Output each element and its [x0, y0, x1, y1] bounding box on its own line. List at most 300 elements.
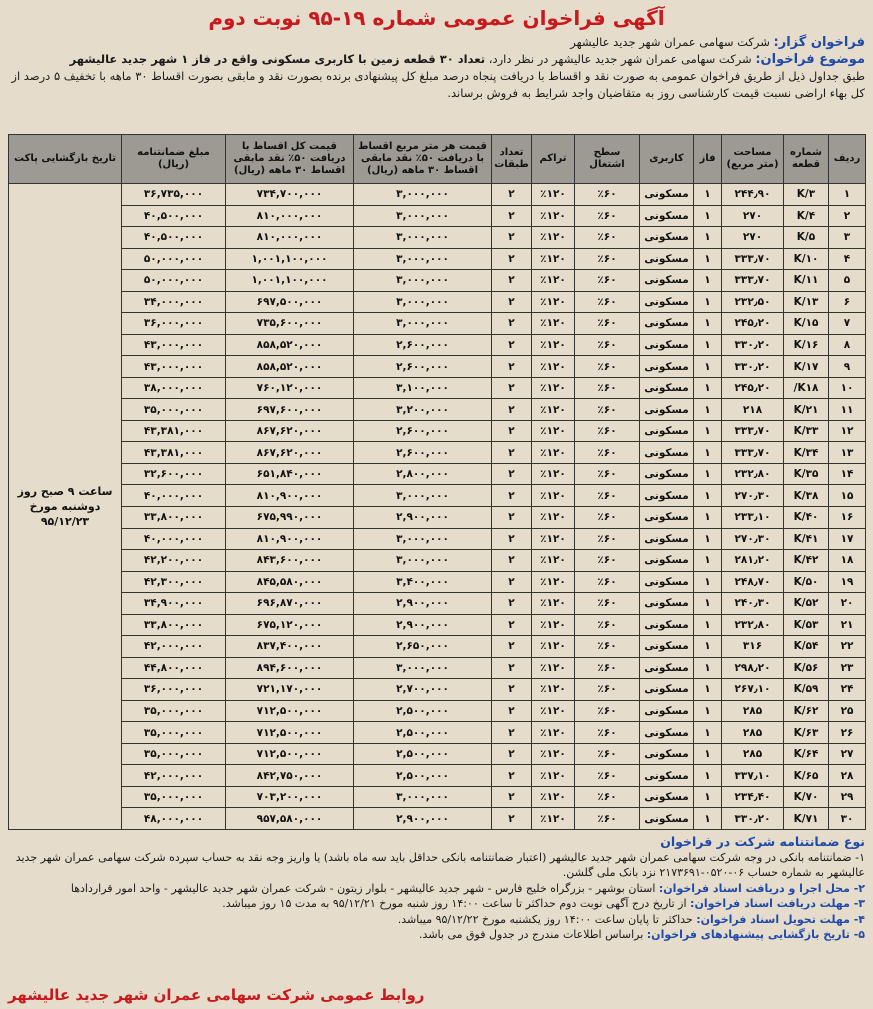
table-cell: ۴۰,۵۰۰,۰۰۰: [122, 205, 226, 227]
table-cell: ٪۶۰: [575, 377, 640, 399]
table-cell: ۲: [492, 786, 532, 808]
table-cell: ۲: [492, 184, 532, 206]
issuer-name: شرکت سهامی عمران شهر جدید عالیشهر: [570, 35, 770, 49]
table-cell: K/۲۱: [784, 399, 829, 421]
table-cell: ۱: [694, 636, 722, 658]
table-cell: ۱,۰۰۱,۱۰۰,۰۰۰: [226, 270, 354, 292]
table-cell: K/۶۴: [784, 743, 829, 765]
table-cell: ۱: [694, 313, 722, 335]
table-cell: ۲: [492, 291, 532, 313]
table-cell: ٪۱۲۰: [532, 636, 575, 658]
table-cell: ۲: [492, 808, 532, 830]
table-cell: ۱۲: [829, 420, 866, 442]
table-cell: ۱: [694, 593, 722, 615]
table-cell: ۱: [694, 399, 722, 421]
table-cell: ۲: [492, 248, 532, 270]
table-cell: مسکونی: [640, 356, 694, 378]
table-cell: ٪۶۰: [575, 786, 640, 808]
table-cell: ۳۳,۸۰۰,۰۰۰: [122, 506, 226, 528]
table-cell: مسکونی: [640, 227, 694, 249]
intro-body: طبق جداول ذیل از طریق فراخوان عمومی به صورت نقد و اقساط با دریافت پنجاه درصد مبلغ کل پیشنهادی برنده بصورت نقد و مابقی بصورت اقساط ۳۰ ماهه با تخفیف ۵ درصد از کل بهاء اراضی نسبت قیمت کارشناسی روز به متقاضیان واجد شرایط به فروش برساند.: [11, 69, 865, 100]
table-cell: ۴۰,۵۰۰,۰۰۰: [122, 227, 226, 249]
table-cell: ۳,۰۰۰,۰۰۰: [354, 657, 492, 679]
table-cell: ٪۶۰: [575, 571, 640, 593]
intro-block: [8, 34, 865, 102]
table-cell: ۲,۵۰۰,۰۰۰: [354, 700, 492, 722]
table-cell: ۷۲۱,۱۷۰,۰۰۰: [226, 679, 354, 701]
table-cell: ٪۶۰: [575, 205, 640, 227]
table-cell: ٪۶۰: [575, 485, 640, 507]
table-cell: ۳,۰۰۰,۰۰۰: [354, 227, 492, 249]
table-cell: مسکونی: [640, 399, 694, 421]
table-cell: ۲۴۰٫۳۰: [722, 593, 784, 615]
table-cell: ۲: [492, 593, 532, 615]
table-row: [9, 765, 866, 787]
table-cell: ۳۵,۰۰۰,۰۰۰: [122, 743, 226, 765]
table-cell: ٪۶۰: [575, 184, 640, 206]
table-row: [9, 506, 866, 528]
table-cell: ۲: [492, 270, 532, 292]
table-cell: ٪۱۲۰: [532, 679, 575, 701]
table-cell: ٪۱۲۰: [532, 205, 575, 227]
table-cell: ۲۵: [829, 700, 866, 722]
table-cell: K/۳۳: [784, 420, 829, 442]
table-cell: K/۶۵: [784, 765, 829, 787]
table-cell: ۲: [492, 420, 532, 442]
table-cell: K/۵۰: [784, 571, 829, 593]
table-cell: ۳۳۰٫۲۰: [722, 334, 784, 356]
table-cell: ٪۶۰: [575, 291, 640, 313]
table-cell: K/۴۰: [784, 506, 829, 528]
table-cell: ٪۱۲۰: [532, 765, 575, 787]
table-cell: ۲۳۲٫۸۰: [722, 614, 784, 636]
table-cell: ۱۶: [829, 506, 866, 528]
table-cell: ۳۳۳٫۷۰: [722, 442, 784, 464]
table-cell: K/۵۳: [784, 614, 829, 636]
subject-line: [8, 51, 865, 68]
table-cell: ۵۰,۰۰۰,۰۰۰: [122, 270, 226, 292]
table-cell: ۲۱۸: [722, 399, 784, 421]
table-cell: K/۶۳: [784, 722, 829, 744]
table-cell: ۱: [694, 184, 722, 206]
column-header: کاربری: [640, 135, 694, 184]
table-cell: ۳۰: [829, 808, 866, 830]
table-cell: ۳۶,۰۰۰,۰۰۰: [122, 313, 226, 335]
table-row: [9, 743, 866, 765]
table-row: [9, 248, 866, 270]
table-cell: ۲۴۴٫۹۰: [722, 184, 784, 206]
table-cell: ۲: [492, 722, 532, 744]
table-row: [9, 657, 866, 679]
table-cell: K/۵۲: [784, 593, 829, 615]
table-cell: ۲۷۰: [722, 205, 784, 227]
table-cell: مسکونی: [640, 291, 694, 313]
table-cell: ۶: [829, 291, 866, 313]
table-cell: ٪۱۲۰: [532, 184, 575, 206]
table-cell: ۱: [694, 614, 722, 636]
table-cell: ۱: [694, 248, 722, 270]
table-cell: ۱: [829, 184, 866, 206]
table-cell: ٪۶۰: [575, 356, 640, 378]
table-cell: ۴۰,۰۰۰,۰۰۰: [122, 485, 226, 507]
table-cell: ۴: [829, 248, 866, 270]
terms-item-2-label: ۲- محل اجرا و دریافت اسناد فراخوان:: [658, 881, 865, 895]
table-cell: ۲,۸۰۰,۰۰۰: [354, 463, 492, 485]
table-cell: ۲۸۵: [722, 700, 784, 722]
table-cell: K/۵۶: [784, 657, 829, 679]
table-cell: ۸۶۷,۶۲۰,۰۰۰: [226, 442, 354, 464]
table-cell: ۱: [694, 420, 722, 442]
table-cell: ۲: [492, 399, 532, 421]
table-cell: ۱۹: [829, 571, 866, 593]
table-cell: ۲۹۸٫۲۰: [722, 657, 784, 679]
table-cell: K/۱۶: [784, 334, 829, 356]
table-cell: ۳,۰۰۰,۰۰۰: [354, 313, 492, 335]
table-cell: ٪۶۰: [575, 679, 640, 701]
table-cell: ۳۳۳٫۷۰: [722, 248, 784, 270]
table-cell: ٪۶۰: [575, 270, 640, 292]
table-cell: ۳,۰۰۰,۰۰۰: [354, 291, 492, 313]
column-header: مساحت (متر مربع): [722, 135, 784, 184]
table-cell: ۸۴۲,۷۵۰,۰۰۰: [226, 765, 354, 787]
table-cell: ۲۰: [829, 593, 866, 615]
table-row: [9, 571, 866, 593]
terms-block: [8, 834, 865, 943]
table-cell: مسکونی: [640, 743, 694, 765]
table-cell: مسکونی: [640, 765, 694, 787]
table-cell: ۱: [694, 571, 722, 593]
table-cell: ۳۶,۷۳۵,۰۰۰: [122, 184, 226, 206]
table-cell: ٪۶۰: [575, 506, 640, 528]
table-cell: ۴۳,۰۰۰,۰۰۰: [122, 334, 226, 356]
table-cell: مسکونی: [640, 614, 694, 636]
table-cell: K/۵۹: [784, 679, 829, 701]
table-cell: ۱: [694, 377, 722, 399]
table-cell: ۲۷۰٫۳۰: [722, 485, 784, 507]
opening-date-cell: ساعت ۹ صبح روز دوشنبه مورخ ۹۵/۱۲/۲۳: [9, 184, 122, 830]
table-cell: ٪۱۲۰: [532, 657, 575, 679]
table-cell: ۱: [694, 291, 722, 313]
column-header: شماره قطعه: [784, 135, 829, 184]
terms-item-4-text: حداکثر تا پایان ساعت ۱۴:۰۰ روز یکشنبه مورخ ۹۵/۱۲/۲۲ میباشد.: [397, 912, 693, 926]
table-cell: ۲,۹۰۰,۰۰۰: [354, 614, 492, 636]
table-cell: K/۷۱: [784, 808, 829, 830]
table-cell: ۴۳,۳۸۱,۰۰۰: [122, 420, 226, 442]
terms-item-4-label: ۴- مهلت تحویل اسناد فراخوان:: [696, 912, 865, 926]
table-cell: ۸۱۰,۰۰۰,۰۰۰: [226, 227, 354, 249]
table-cell: ٪۱۲۰: [532, 593, 575, 615]
table-cell: مسکونی: [640, 786, 694, 808]
table-cell: ۳۸,۰۰۰,۰۰۰: [122, 377, 226, 399]
table-cell: ٪۱۲۰: [532, 313, 575, 335]
subject-bold: تعداد ۳۰ قطعه زمین با کاربری مسکونی واقع در فاز ۱ شهر جدید عالیشهر: [69, 52, 486, 66]
table-cell: K/۱۷: [784, 356, 829, 378]
table-cell: ۲: [492, 506, 532, 528]
table-cell: ۵: [829, 270, 866, 292]
table-cell: مسکونی: [640, 700, 694, 722]
table-cell: ٪۶۰: [575, 614, 640, 636]
table-cell: ٪۱۲۰: [532, 377, 575, 399]
table-cell: ۲۱: [829, 614, 866, 636]
table-cell: K/۷۰: [784, 786, 829, 808]
table-row: [9, 205, 866, 227]
table-cell: K/۱۱: [784, 270, 829, 292]
table-cell: ۴۴,۸۰۰,۰۰۰: [122, 657, 226, 679]
table-cell: ٪۶۰: [575, 399, 640, 421]
table-cell: ۱: [694, 722, 722, 744]
table-cell: ٪۶۰: [575, 334, 640, 356]
table-cell: ۲۷۰٫۳۰: [722, 528, 784, 550]
table-cell: ٪۶۰: [575, 528, 640, 550]
table-cell: ۲: [492, 743, 532, 765]
table-cell: ۲۷: [829, 743, 866, 765]
table-cell: ٪۶۰: [575, 765, 640, 787]
table-cell: ۳,۰۰۰,۰۰۰: [354, 270, 492, 292]
table-cell: ٪۶۰: [575, 227, 640, 249]
table-row: [9, 334, 866, 356]
table-row: [9, 377, 866, 399]
table-cell: ۳۵,۰۰۰,۰۰۰: [122, 722, 226, 744]
table-row: [9, 679, 866, 701]
column-header: فاز: [694, 135, 722, 184]
table-cell: ۱: [694, 786, 722, 808]
table-cell: مسکونی: [640, 722, 694, 744]
table-cell: ۱۴: [829, 463, 866, 485]
table-cell: ۱: [694, 657, 722, 679]
table-row: [9, 463, 866, 485]
table-cell: ٪۱۲۰: [532, 722, 575, 744]
table-cell: ٪۶۰: [575, 442, 640, 464]
table-cell: ۲۹: [829, 786, 866, 808]
subject-text: شرکت سهامی عمران شهر جدید عالیشهر در نظر دارد،: [485, 52, 752, 66]
table-cell: ٪۶۰: [575, 722, 640, 744]
table-cell: ۱۷: [829, 528, 866, 550]
terms-item-3-text: از تاریخ درج آگهی نوبت دوم حداکثر تا ساعت ۱۴:۰۰ روز شنبه مورخ ۹۵/۱۲/۲۱ به مدت ۱۵ روز میباشد.: [222, 897, 687, 910]
table-cell: ۱: [694, 334, 722, 356]
table-cell: ۳,۰۰۰,۰۰۰: [354, 550, 492, 572]
table-cell: مسکونی: [640, 420, 694, 442]
table-cell: ۴۲,۰۰۰,۰۰۰: [122, 765, 226, 787]
column-header: تراکم: [532, 135, 575, 184]
table-cell: ۳,۰۰۰,۰۰۰: [354, 248, 492, 270]
table-cell: K/۳: [784, 184, 829, 206]
terms-item-5: [8, 927, 865, 943]
table-cell: ۳۲,۶۰۰,۰۰۰: [122, 463, 226, 485]
table-cell: مسکونی: [640, 485, 694, 507]
table-cell: ۳: [829, 227, 866, 249]
column-header: تاریخ بازگشایی پاکت: [9, 135, 122, 184]
table-cell: ۳۵,۰۰۰,۰۰۰: [122, 786, 226, 808]
table-cell: مسکونی: [640, 248, 694, 270]
table-row: [9, 313, 866, 335]
table-cell: ۱: [694, 485, 722, 507]
table-cell: ۳۴,۹۰۰,۰۰۰: [122, 593, 226, 615]
table-cell: ۷۳۵,۶۰۰,۰۰۰: [226, 313, 354, 335]
table-cell: ۱: [694, 270, 722, 292]
table-cell: ۲۳: [829, 657, 866, 679]
table-cell: ٪۱۲۰: [532, 442, 575, 464]
table-cell: ٪۱۲۰: [532, 614, 575, 636]
table-row: [9, 442, 866, 464]
table-cell: ۲۸۵: [722, 743, 784, 765]
table-cell: ٪۶۰: [575, 700, 640, 722]
table-cell: ۲: [492, 657, 532, 679]
table-cell: ٪۱۲۰: [532, 356, 575, 378]
table-cell: ٪۱۲۰: [532, 334, 575, 356]
notice-title: آگهی فراخوان عمومی شماره ۱۹-۹۵ نوبت دوم: [208, 6, 665, 30]
table-cell: ٪۱۲۰: [532, 506, 575, 528]
column-header: قیمت هر متر مربع اقساط با دریافت ۵۰٪ نقد مابقی اقساط ۳۰ ماهه (ریال): [354, 135, 492, 184]
table-cell: ۱: [694, 442, 722, 464]
table-cell: مسکونی: [640, 442, 694, 464]
table-cell: ۳,۲۰۰,۰۰۰: [354, 399, 492, 421]
table-cell: ۳۳۳٫۷۰: [722, 420, 784, 442]
terms-item-5-text: براساس اطلاعات مندرج در جدول فوق می باشد.: [419, 928, 644, 941]
table-cell: ۲: [492, 485, 532, 507]
table-cell: ۲۳۳٫۱۰: [722, 506, 784, 528]
table-cell: ۱۳: [829, 442, 866, 464]
column-header: ردیف: [829, 135, 866, 184]
table-cell: ۳,۰۰۰,۰۰۰: [354, 205, 492, 227]
table-cell: ٪۱۲۰: [532, 227, 575, 249]
table-cell: ۲۳۲٫۸۰: [722, 463, 784, 485]
table-cell: ۲,۷۰۰,۰۰۰: [354, 679, 492, 701]
terms-item-3-label: ۳- مهلت دریافت اسناد فراخوان:: [690, 897, 865, 910]
table-cell: ۲: [492, 636, 532, 658]
table-cell: مسکونی: [640, 463, 694, 485]
table-cell: ۲۸: [829, 765, 866, 787]
terms-heading: نوع ضمانتنامه شرکت در فراخوان: [660, 834, 865, 849]
table-cell: ٪۶۰: [575, 636, 640, 658]
table-cell: مسکونی: [640, 270, 694, 292]
table-cell: ۲: [492, 528, 532, 550]
table-cell: ۲: [492, 463, 532, 485]
table-cell: ۱,۰۰۱,۱۰۰,۰۰۰: [226, 248, 354, 270]
table-cell: ۱۱: [829, 399, 866, 421]
table-row: [9, 184, 866, 206]
table-cell: ٪۶۰: [575, 657, 640, 679]
table-cell: ٪۶۰: [575, 550, 640, 572]
table-cell: ۲,۶۰۰,۰۰۰: [354, 420, 492, 442]
table-row: [9, 550, 866, 572]
table-cell: ٪۱۲۰: [532, 463, 575, 485]
table-cell: K/۵۴: [784, 636, 829, 658]
table-cell: ۸۱۰,۹۰۰,۰۰۰: [226, 528, 354, 550]
table-cell: ۶۷۵,۹۹۰,۰۰۰: [226, 506, 354, 528]
table-cell: مسکونی: [640, 377, 694, 399]
table-cell: ٪۱۲۰: [532, 420, 575, 442]
terms-item-2: [8, 881, 865, 897]
table-cell: ۱۸: [829, 550, 866, 572]
table-cell: ۸۳۷,۴۰۰,۰۰۰: [226, 636, 354, 658]
table-cell: ۶۵۱,۸۴۰,۰۰۰: [226, 463, 354, 485]
table-cell: ۲: [492, 700, 532, 722]
table-row: [9, 270, 866, 292]
table-cell: ٪۱۲۰: [532, 550, 575, 572]
terms-item-4: [8, 912, 865, 928]
table-cell: ٪۱۲۰: [532, 270, 575, 292]
terms-item-2-text: استان بوشهر - بزرگراه خلیج فارس - شهر جدید عالیشهر - بلوار زیتون - شرکت عمران شهر جدید عالیشهر - واحد امور قراردادها: [70, 881, 656, 895]
table-cell: ۱: [694, 700, 722, 722]
table-cell: مسکونی: [640, 205, 694, 227]
table-cell: ۳۳۷٫۱۰: [722, 765, 784, 787]
table-cell: ۶۷۵,۱۲۰,۰۰۰: [226, 614, 354, 636]
table-cell: ۱: [694, 550, 722, 572]
table-cell: ٪۶۰: [575, 808, 640, 830]
table-cell: ٪۱۲۰: [532, 808, 575, 830]
table-cell: ٪۱۲۰: [532, 743, 575, 765]
table-cell: ۲,۶۰۰,۰۰۰: [354, 334, 492, 356]
table-cell: ۶۹۶,۸۷۰,۰۰۰: [226, 593, 354, 615]
table-cell: ۱۰: [829, 377, 866, 399]
table-cell: مسکونی: [640, 550, 694, 572]
table-cell: ۱: [694, 463, 722, 485]
table-cell: ۲,۶۵۰,۰۰۰: [354, 636, 492, 658]
table-cell: ۲: [492, 377, 532, 399]
table-cell: ۲۴: [829, 679, 866, 701]
table-cell: ۱: [694, 765, 722, 787]
table-cell: K/۴: [784, 205, 829, 227]
table-cell: ۲: [492, 765, 532, 787]
table-cell: ٪۶۰: [575, 743, 640, 765]
table-cell: ۲,۶۰۰,۰۰۰: [354, 356, 492, 378]
table-cell: ۴۳,۳۸۱,۰۰۰: [122, 442, 226, 464]
table-cell: ۲۴۵٫۲۰: [722, 313, 784, 335]
table-row: [9, 636, 866, 658]
table-cell: ۶۹۷,۵۰۰,۰۰۰: [226, 291, 354, 313]
table-cell: ۱: [694, 743, 722, 765]
table-cell: ۱: [694, 528, 722, 550]
table-cell: ۹: [829, 356, 866, 378]
table-cell: مسکونی: [640, 313, 694, 335]
table-cell: ٪۱۲۰: [532, 399, 575, 421]
table-cell: ۲۲: [829, 636, 866, 658]
table-cell: ۲,۹۰۰,۰۰۰: [354, 593, 492, 615]
table-cell: ۲۷۰: [722, 227, 784, 249]
table-header-row: [9, 135, 866, 184]
table-cell: K/۱۵: [784, 313, 829, 335]
table-cell: ۳,۰۰۰,۰۰۰: [354, 184, 492, 206]
table-cell: K۱۸/: [784, 377, 829, 399]
table-cell: ۸۵۸,۵۲۰,۰۰۰: [226, 334, 354, 356]
table-cell: ۸۱۰,۰۰۰,۰۰۰: [226, 205, 354, 227]
table-cell: ۲: [829, 205, 866, 227]
table-cell: مسکونی: [640, 679, 694, 701]
table-cell: ۷۱۲,۵۰۰,۰۰۰: [226, 700, 354, 722]
table-cell: ۲: [492, 334, 532, 356]
table-cell: ۷۶۰,۱۲۰,۰۰۰: [226, 377, 354, 399]
column-header: تعداد طبقات: [492, 135, 532, 184]
table-cell: K/۳۴: [784, 442, 829, 464]
table-cell: مسکونی: [640, 571, 694, 593]
table-cell: ۲: [492, 679, 532, 701]
table-cell: ۲: [492, 356, 532, 378]
subject-label: موضوع فراخوان:: [755, 52, 865, 67]
table-row: [9, 614, 866, 636]
table-cell: ۹۵۷,۵۸۰,۰۰۰: [226, 808, 354, 830]
table-cell: ۲,۵۰۰,۰۰۰: [354, 722, 492, 744]
table-cell: ۸۱۰,۹۰۰,۰۰۰: [226, 485, 354, 507]
table-cell: ۳۳,۸۰۰,۰۰۰: [122, 614, 226, 636]
table-cell: ۸۹۴,۶۰۰,۰۰۰: [226, 657, 354, 679]
table-cell: ٪۱۲۰: [532, 291, 575, 313]
table-cell: ۳,۰۰۰,۰۰۰: [354, 528, 492, 550]
table-cell: K/۳۵: [784, 463, 829, 485]
table-row: [9, 291, 866, 313]
table-cell: ۲: [492, 313, 532, 335]
table-row: [9, 528, 866, 550]
table-cell: ۳,۱۰۰,۰۰۰: [354, 377, 492, 399]
